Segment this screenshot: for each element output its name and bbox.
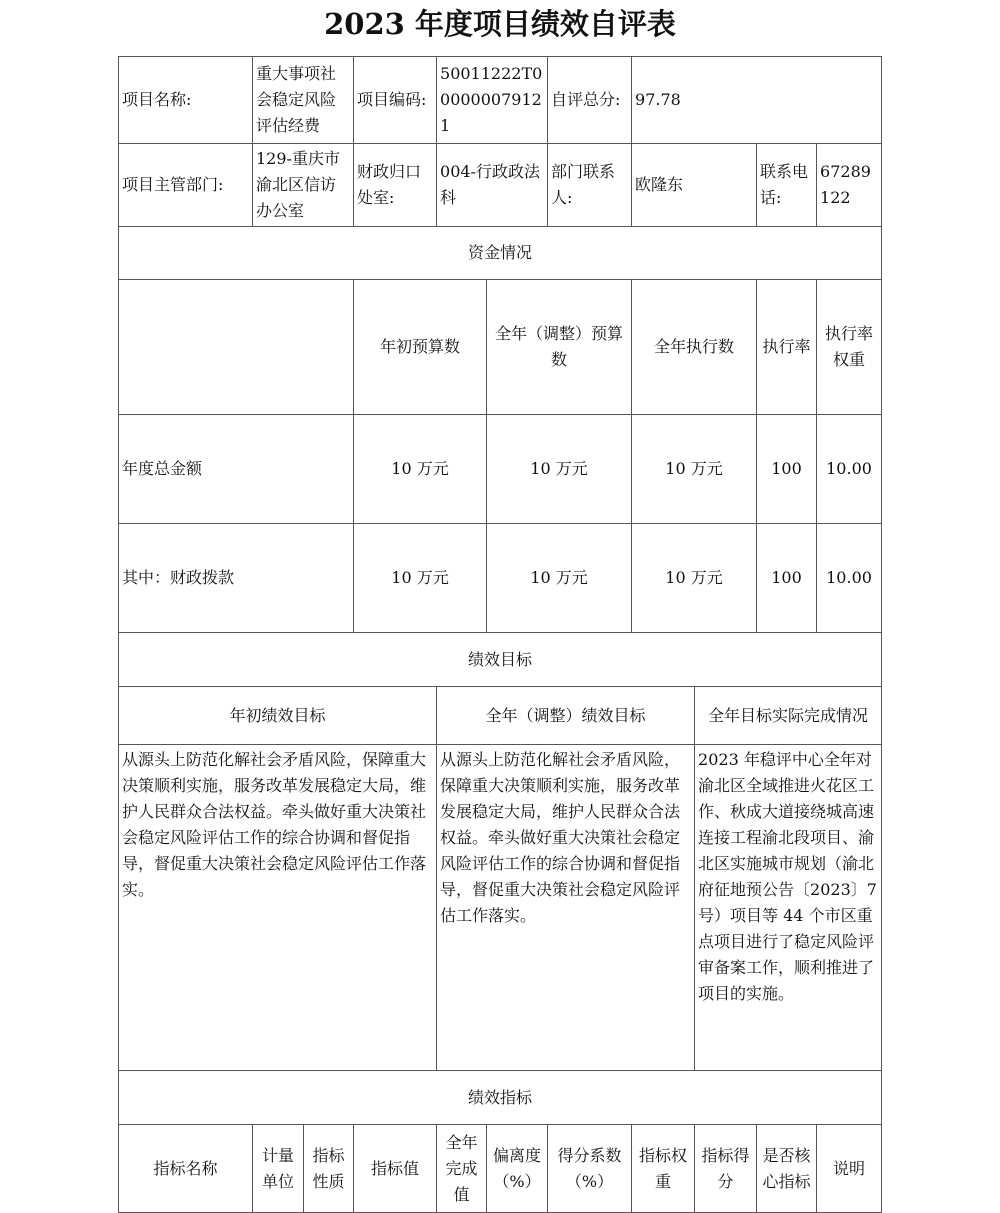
funds-cell: 10 万元 xyxy=(354,415,487,524)
dept-label: 项目主管部门: xyxy=(119,144,253,227)
finance-value: 004-行政政法科 xyxy=(437,144,548,227)
funds-cell: 10 万元 xyxy=(354,524,487,633)
phone-value: 67289122 xyxy=(817,144,882,227)
table-row xyxy=(119,524,882,633)
indicator-header-score: 指标得分 xyxy=(695,1125,757,1213)
project-name-label: 项目名称: xyxy=(119,57,253,144)
indicator-header-name: 指标名称 xyxy=(119,1125,253,1213)
goals-actual-text: 2023 年稳评中心全年对渝北区全域推进火花区工作、秋成大道接绕城高速连接工程渝北段项目、渝北区实施城市规划（渝北府征地预公告〔2023〕7 号）项目等 44 个市区重点项目进行了稳定风险评审备案工作，顺利推进了项目的实施。 xyxy=(695,745,882,1071)
funds-cell: 10 万元 xyxy=(632,524,757,633)
indicator-header-coefficient: 得分系数（%） xyxy=(548,1125,632,1213)
indicator-header-note: 说明 xyxy=(817,1125,882,1213)
phone-label: 联系电话: xyxy=(757,144,817,227)
project-name-value: 重大事项社会稳定风险评估经费 xyxy=(253,57,354,144)
funds-row-label: 年度总金额 xyxy=(119,415,354,524)
indicator-header-unit: 计量单位 xyxy=(253,1125,304,1213)
goals-header-adjusted: 全年（调整）绩效目标 xyxy=(437,687,695,745)
project-code-value: 50011222T000000079121 xyxy=(437,57,548,144)
funds-header-initial-budget: 年初预算数 xyxy=(354,280,487,415)
project-code-label: 项目编码: xyxy=(354,57,437,144)
indicator-header-value: 指标值 xyxy=(354,1125,437,1213)
goals-adjusted-text: 从源头上防范化解社会矛盾风险，保障重大决策顺利实施，服务改革发展稳定大局，维护人民群众合法权益。牵头做好重大决策社会稳定风险评估工作的综合协调和督促指导，督促重大决策社会稳定风险评估工作落实。 xyxy=(437,745,695,1071)
table-row xyxy=(119,415,882,524)
funds-cell: 100 xyxy=(757,524,817,633)
goals-header-actual: 全年目标实际完成情况 xyxy=(695,687,882,745)
indicator-header-weight: 指标权重 xyxy=(632,1125,695,1213)
contact-value: 欧隆东 xyxy=(632,144,757,227)
self-score-label: 自评总分: xyxy=(548,57,632,144)
finance-label: 财政归口处室: xyxy=(354,144,437,227)
funds-cell: 10.00 xyxy=(817,415,882,524)
funds-header-adjusted-budget: 全年（调整）预算数 xyxy=(487,280,632,415)
funds-header-rate-weight: 执行率权重 xyxy=(817,280,882,415)
evaluation-table xyxy=(118,56,882,1213)
indicator-header-core: 是否核心指标 xyxy=(757,1125,817,1213)
funds-header-executed: 全年执行数 xyxy=(632,280,757,415)
goals-section-title: 绩效目标 xyxy=(119,633,882,687)
funds-header-rate: 执行率 xyxy=(757,280,817,415)
indicator-header-nature: 指标性质 xyxy=(304,1125,354,1213)
indicator-header-completed: 全年完成值 xyxy=(437,1125,487,1213)
funds-cell: 10 万元 xyxy=(487,524,632,633)
page-title: 2023 年度项目绩效自评表 xyxy=(324,7,676,41)
funds-row-label: 其中：财政拨款 xyxy=(119,524,354,633)
dept-value: 129-重庆市渝北区信访办公室 xyxy=(253,144,354,227)
funds-header-blank xyxy=(119,280,354,415)
funds-cell: 10 万元 xyxy=(632,415,757,524)
funds-cell: 10.00 xyxy=(817,524,882,633)
goals-initial-text: 从源头上防范化解社会矛盾风险，保障重大决策顺利实施，服务改革发展稳定大局，维护人民群众合法权益。牵头做好重大决策社会稳定风险评估工作的综合协调和督促指导，督促重大决策社会稳定风险评估工作落实。 xyxy=(119,745,437,1071)
contact-label: 部门联系人: xyxy=(548,144,632,227)
indicators-section-title: 绩效指标 xyxy=(119,1071,882,1125)
self-score-value: 97.78 xyxy=(632,57,882,144)
goals-header-initial: 年初绩效目标 xyxy=(119,687,437,745)
funds-cell: 10 万元 xyxy=(487,415,632,524)
indicator-header-deviation: 偏离度（%） xyxy=(487,1125,548,1213)
funds-cell: 100 xyxy=(757,415,817,524)
funds-section-title: 资金情况 xyxy=(119,227,882,280)
